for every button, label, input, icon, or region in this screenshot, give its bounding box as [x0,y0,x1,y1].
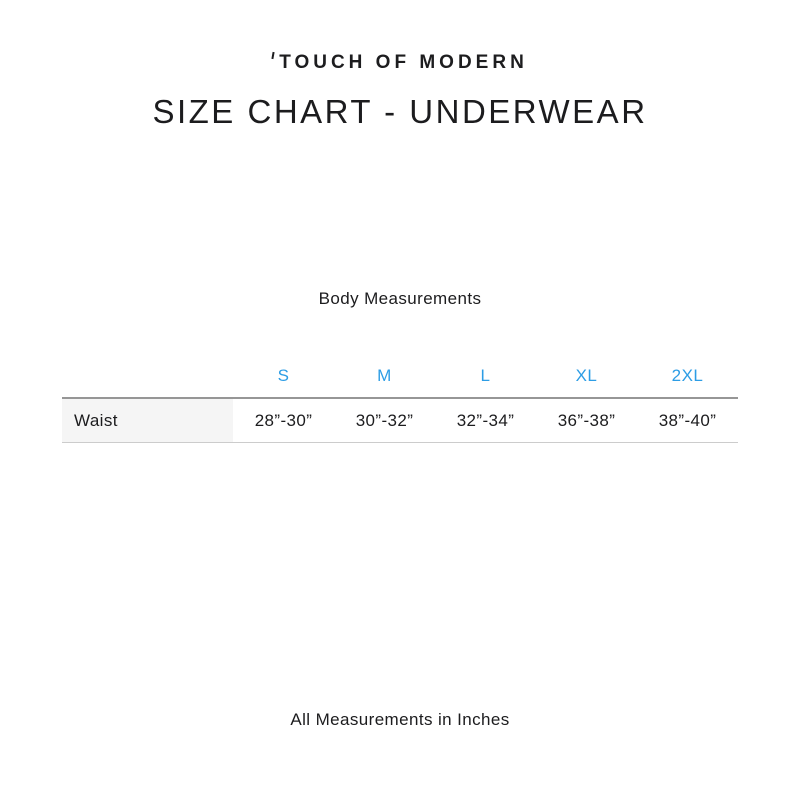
measurement-cell-l: 32”-34” [456,410,515,430]
row-label-waist: Waist [62,399,233,442]
brand-logo-text: TOUCH OF MODERN [279,52,528,73]
size-header-m: M [377,366,392,385]
measurement-cell-2xl: 38”-40” [658,410,717,430]
footer-note: All Measurements in Inches [290,710,510,729]
measurement-cell-xl: 36”-38” [557,410,616,430]
size-header-row [62,355,738,397]
size-header-xl: XL [575,366,598,385]
page-title: SIZE CHART - UNDERWEAR [152,93,648,130]
size-header-2xl: 2XL [671,366,704,385]
size-table [62,355,738,443]
measurement-cell-m: 30”-32” [355,410,414,430]
logo-tick-icon [272,52,275,59]
brand-logo [0,52,800,74]
section-heading: Body Measurements [318,289,482,308]
measurement-cell-s: 28”-30” [254,410,313,430]
size-header-s: S [277,366,290,385]
table-row-waist [62,397,738,443]
size-header-l: L [480,366,491,385]
